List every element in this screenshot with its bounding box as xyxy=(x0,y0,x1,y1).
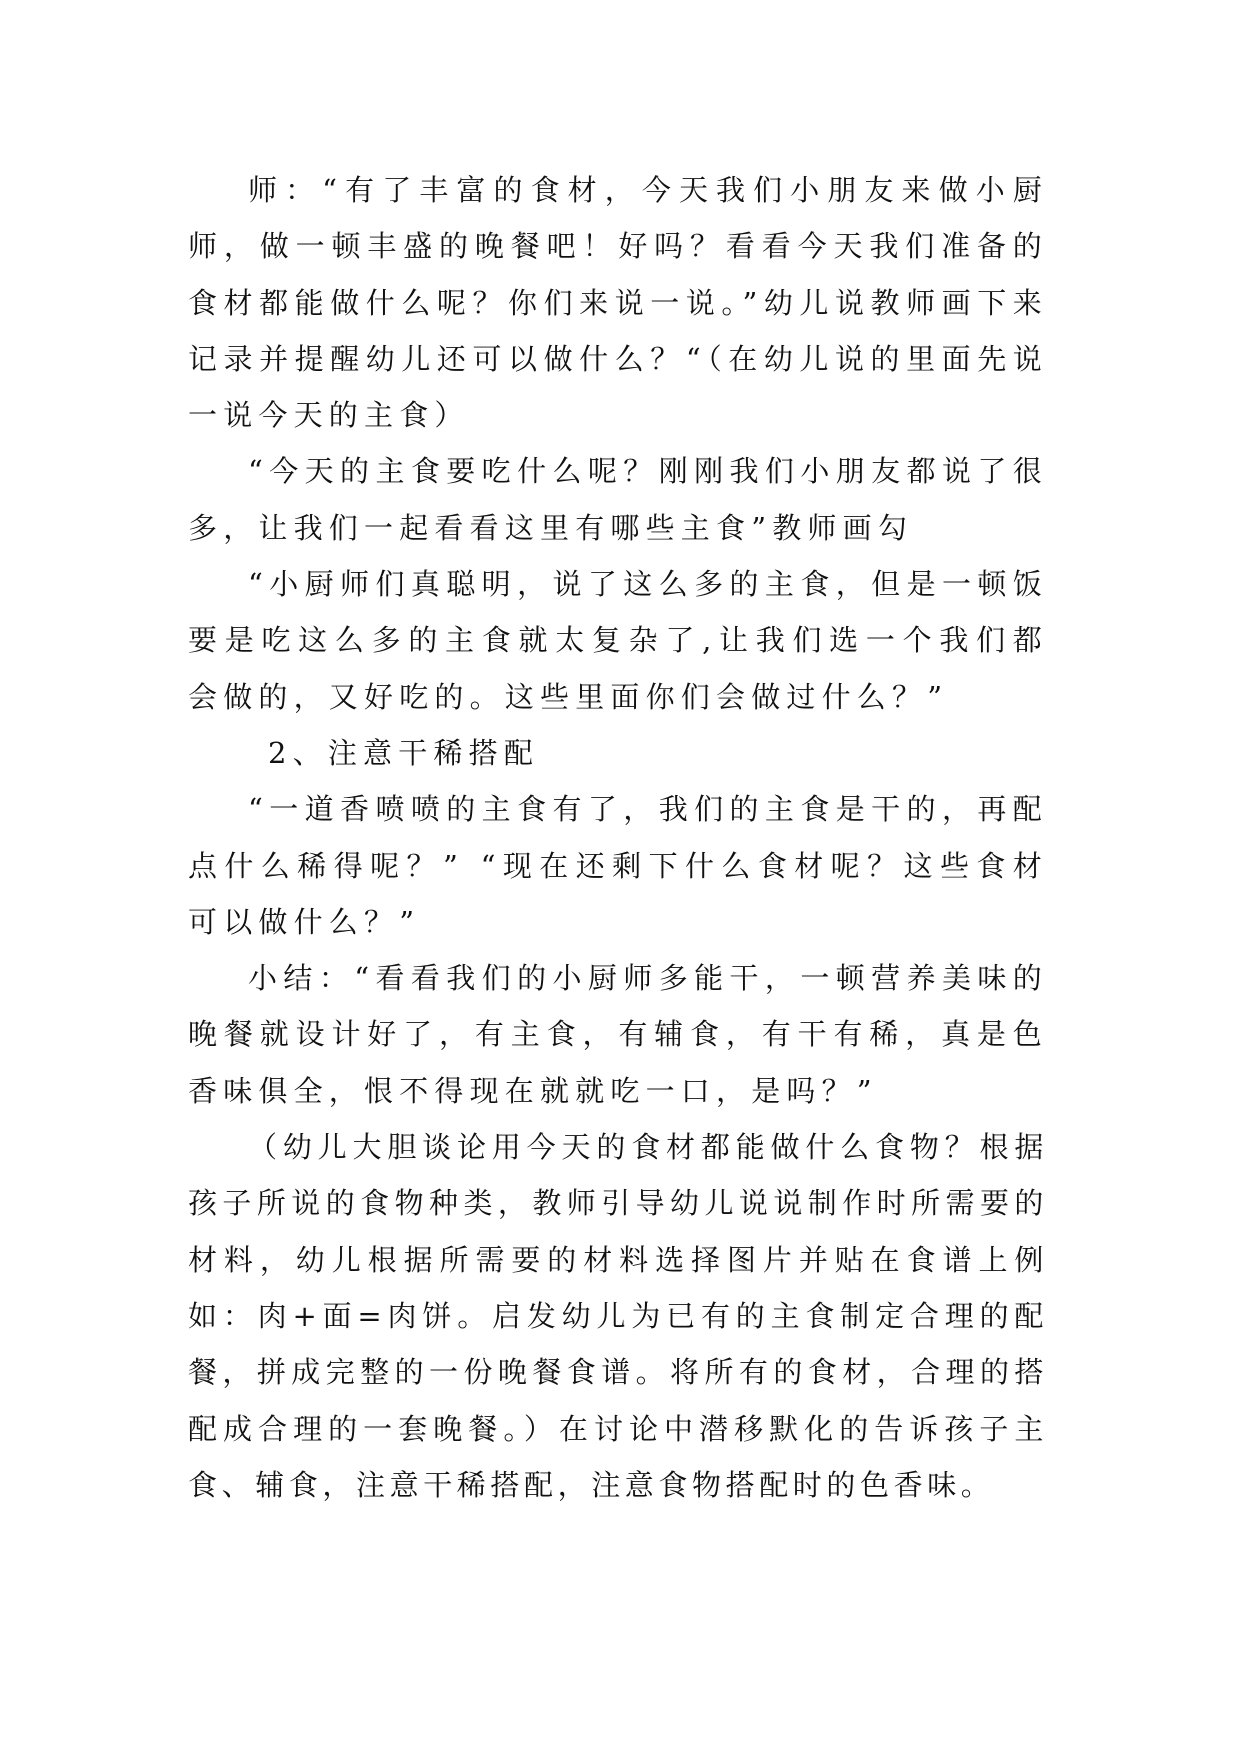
paragraph-main-food-question: “今天的主食要吃什么呢？刚刚我们小朋友都说了很多，让我们一起看看这里有哪些主食”教师画勾 xyxy=(188,454,1048,545)
paragraph-dry-wet-question: “一道香喷喷的主食有了，我们的主食是干的，再配点什么稀得呢？” “现在还剩下什么食材呢？这些食材可以做什么？” xyxy=(188,792,1048,939)
paragraph-little-chefs: “小厨师们真聪明，说了这么多的主食，但是一顿饭要是吃这么多的主食就太复杂了,让我们选一个我们都会做的，又好吃的。这些里面你们会做过什么？” xyxy=(188,567,1048,714)
paragraph-discussion-notes: （幼儿大胆谈论用今天的食材都能做什么食物？根据孩子所说的食物种类，教师引导幼儿说说制作时所需要的材料，幼儿根据所需要的材料选择图片并贴在食谱上例如：肉+面=肉饼。启发幼儿为已有的主食制定合理的配餐，拼成完整的一份晚餐食谱。将所有的食材，合理的搭配成合理的一套晚餐。）在讨论中潜移默化的告诉孩子主食、辅食，注意干稀搭配，注意食物搭配时的色香味。 xyxy=(188,1130,1048,1502)
paragraph-summary: 小结：“看看我们的小厨师多能干，一顿营养美味的晚餐就设计好了，有主食，有辅食，有干有稀，真是色香味俱全，恨不得现在就就吃一口，是吗？” xyxy=(188,961,1048,1108)
paragraph-teacher-intro: 师：“有了丰富的食材，今天我们小朋友来做小厨师，做一顿丰盛的晚餐吧！好吗？看看今天我们准备的食材都能做什么呢？你们来说一说。”幼儿说教师画下来记录并提醒幼儿还可以做什么？“（在幼儿说的里面先说一说今天的主食） xyxy=(188,173,1048,433)
document-body xyxy=(188,162,1048,1513)
section-heading-dry-wet-pairing: 2、注意干稀搭配 xyxy=(268,735,540,770)
